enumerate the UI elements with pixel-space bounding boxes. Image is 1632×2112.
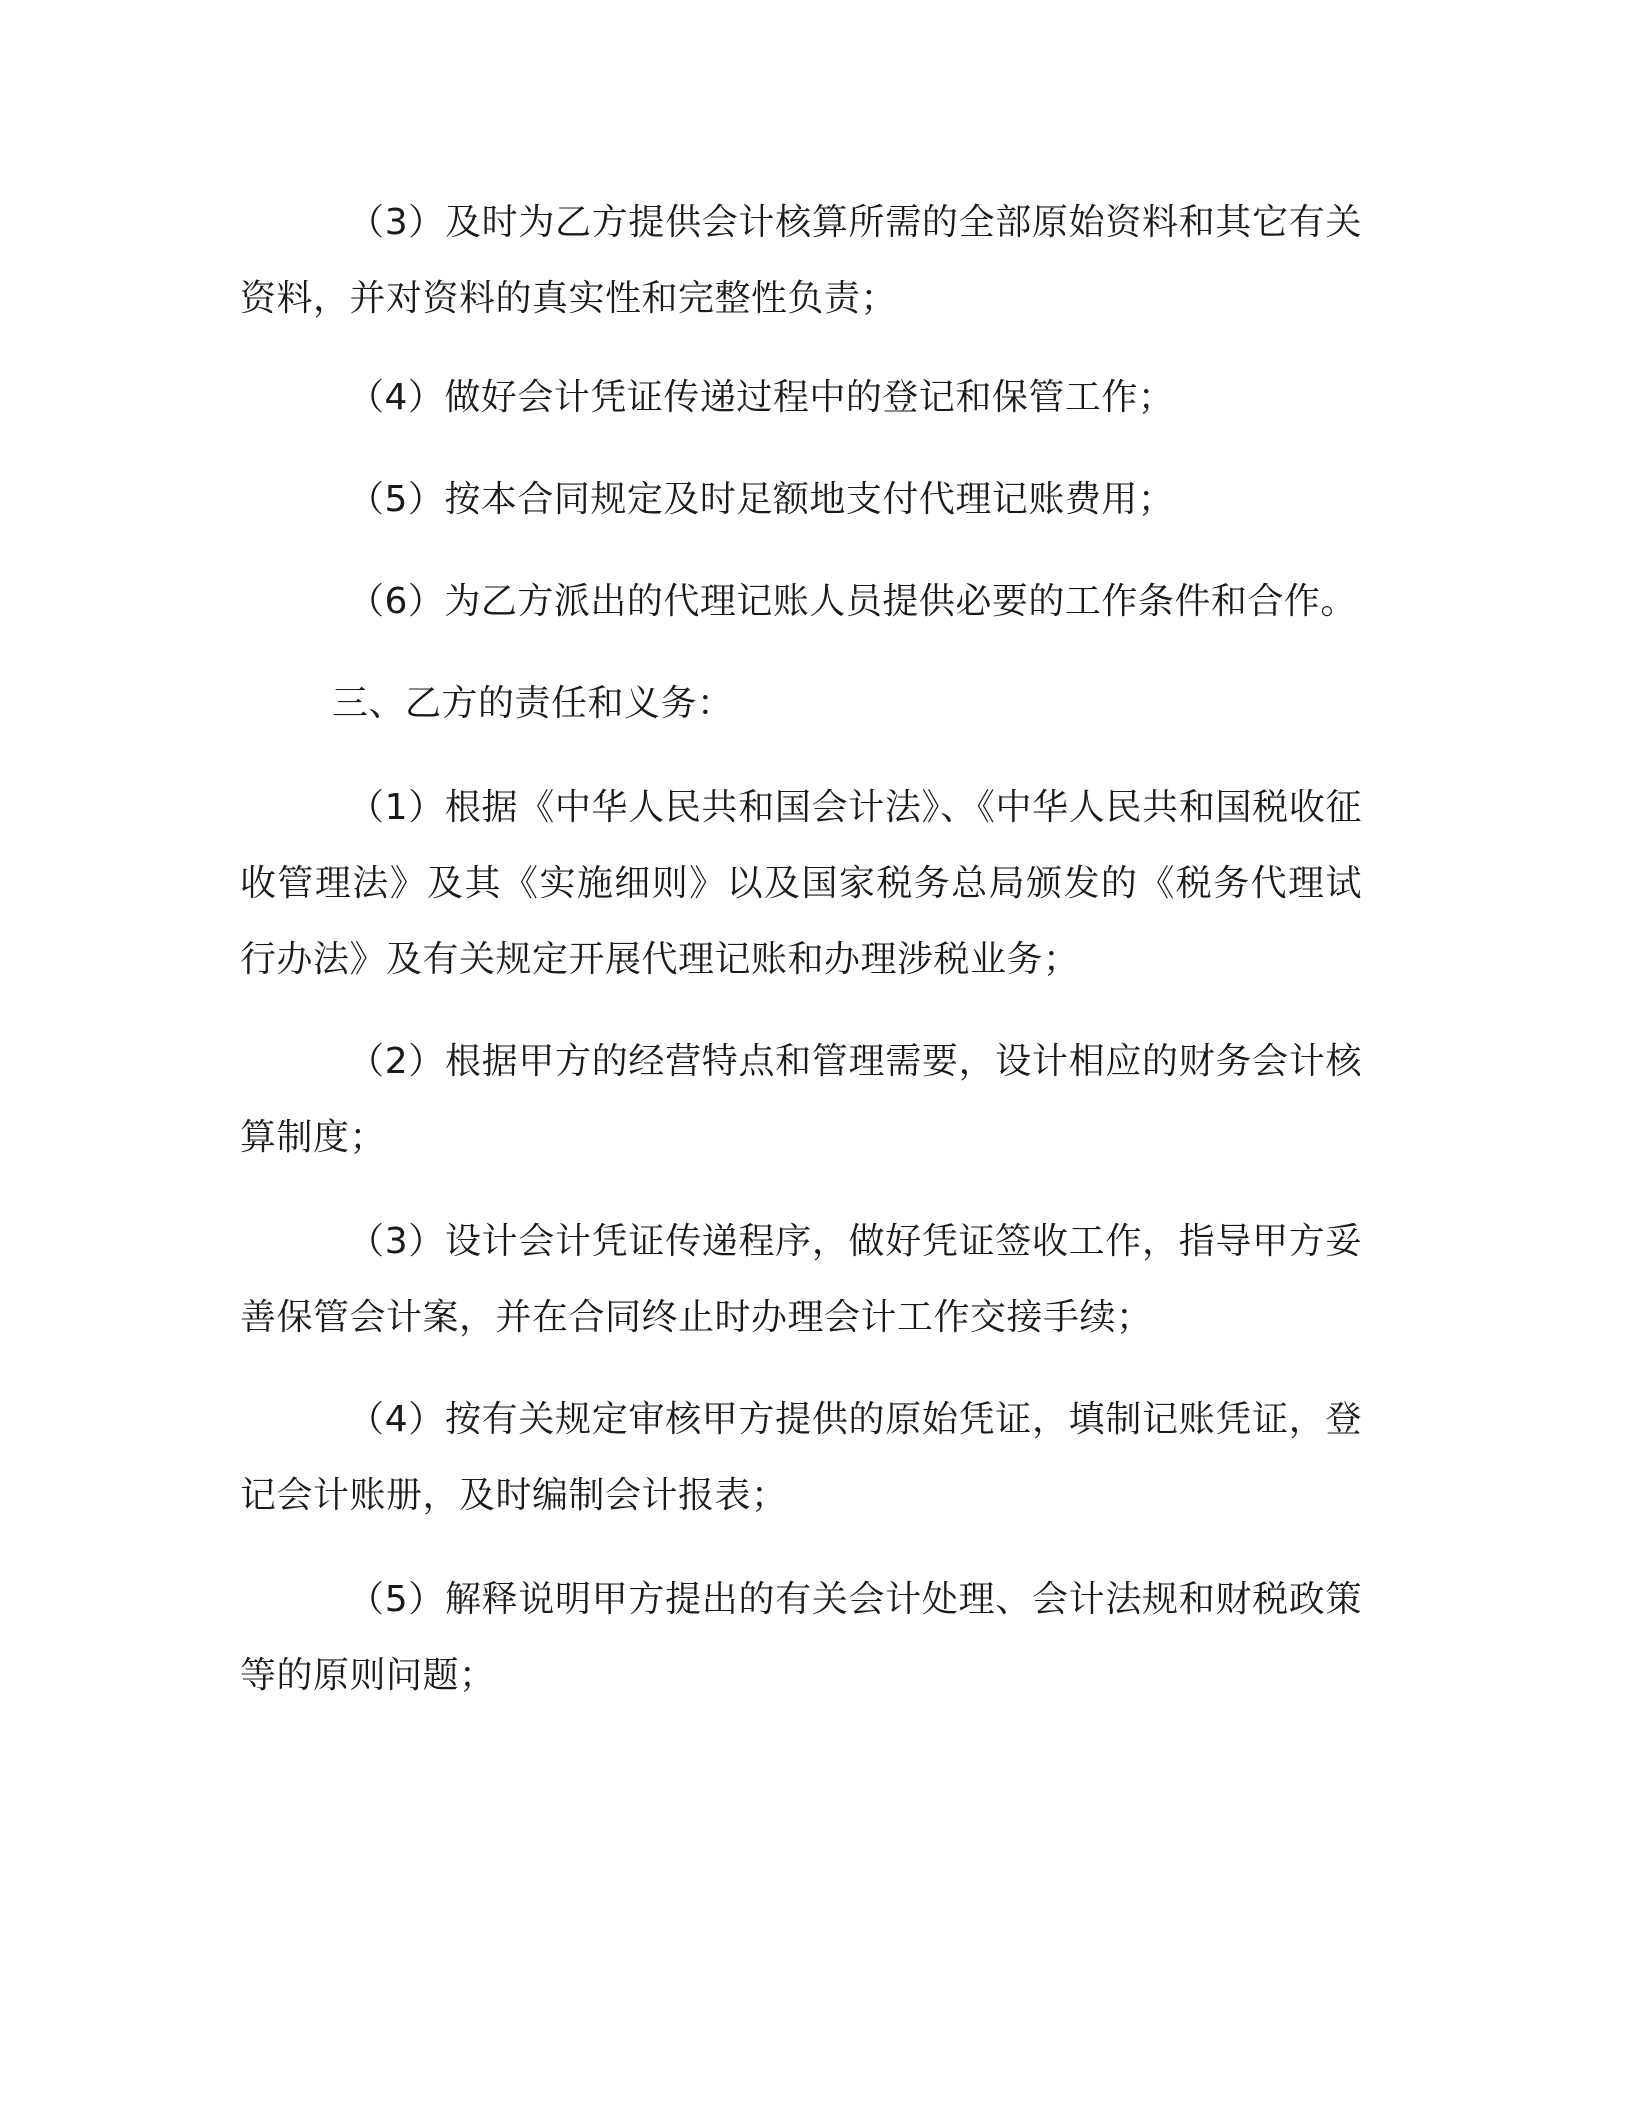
clause-a6-paragraph: （6）为乙方派出的代理记账人员提供必要的工作条件和合作。: [348, 581, 1357, 622]
section-heading: 三、乙方的责任和义务：: [332, 683, 734, 724]
clause-b3-paragraph: （3）设计会计凭证传递程序，做好凭证签收工作，指导甲方妥善保管会计案，并在合同终止时办理会计工作交接手续；: [240, 1221, 1362, 1338]
clause-b5-paragraph: （5）解释说明甲方提出的有关会计处理、会计法规和财税政策等的原则问题；: [240, 1579, 1362, 1696]
clause-a4-paragraph: （4）做好会计凭证传递过程中的登记和保管工作；: [348, 377, 1175, 418]
clause-b2-paragraph: （2）根据甲方的经营特点和管理需要，设计相应的财务会计核算制度；: [240, 1041, 1362, 1158]
clause-b4-paragraph: （4）按有关规定审核甲方提供的原始凭证，填制记账凭证，登记会计账册，及时编制会计报表；: [240, 1399, 1362, 1516]
clause-b1-paragraph: （1）根据《中华人民共和国会计法》、《中华人民共和国税收征收管理法》及其《实施细则》以及国家税务总局颁发的《税务代理试行办法》及有关规定开展代理记账和办理涉税业务；: [240, 787, 1362, 980]
clause-a3-paragraph: （3）及时为乙方提供会计核算所需的全部原始资料和其它有关资料，并对资料的真实性和完整性负责；: [240, 202, 1362, 319]
clause-a5-paragraph: （5）按本合同规定及时足额地支付代理记账费用；: [348, 479, 1175, 520]
